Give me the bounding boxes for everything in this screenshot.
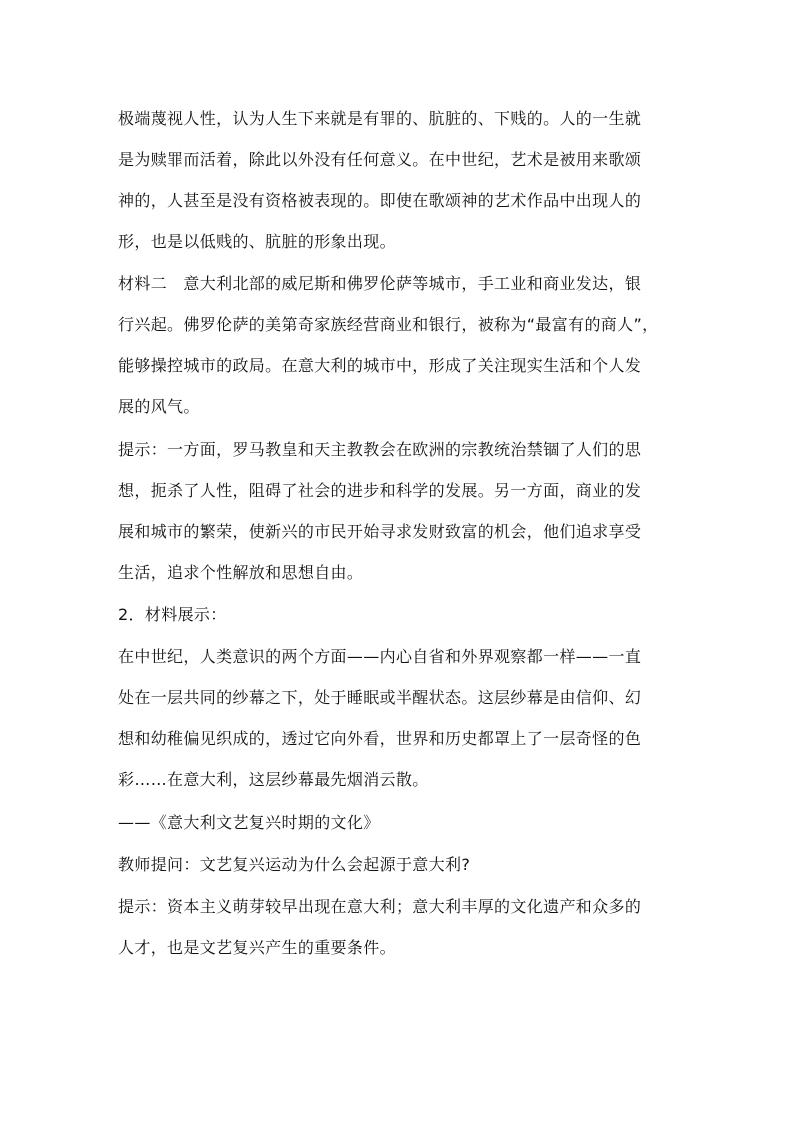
material-2-line: 行兴起。佛罗伦萨的美第奇家族经营商业和银行，被称为“最富有的商人”， [118,315,659,334]
paragraph-1-line: 是为赎罪而活着，除此以外没有任何意义。在中世纪，艺术是被用来歌颂 [118,150,642,169]
quote-line: 在中世纪，人类意识的两个方面——内心自省和外界观察都一样——一直 [118,647,642,666]
quote-line: 处在一层共同的纱幕之下，处于睡眠或半醒状态。这层纱幕是由信仰、幻 [118,688,642,707]
hint-2-line: 人才，也是文艺复兴产生的重要条件。 [118,938,396,957]
quote-source: ——《意大利文艺复兴时期的文化》 [118,813,380,832]
hint-1-line: 展和城市的繁荣，使新兴的市民开始寻求发财致富的机会，他们追求享受 [118,522,642,541]
hint-1-line: 想，扼杀了人性，阻碍了社会的进步和科学的发展。另一方面，商业的发 [118,481,642,500]
hint-1-line: 生活，追求个性解放和思想自由。 [118,563,364,582]
section-heading: 2．材料展示： [118,605,227,624]
material-2-line: 材料二 意大利北部的威尼斯和佛罗伦萨等城市，手工业和商业发达，银 [118,274,642,293]
material-2-line: 能够操控城市的政局。在意大利的城市中，形成了关注现实生活和个人发 [118,356,642,375]
quote-line: 彩……在意大利，这层纱幕最先烟消云散。 [118,770,429,789]
quote-line: 想和幼稚偏见织成的，透过它向外看，世界和历史都罩上了一层奇怪的色 [118,729,642,748]
material-2-line: 展的风气。 [118,397,200,416]
paragraph-1-line: 形，也是以低贱的、肮脏的形象出现。 [118,232,396,251]
hint-2-line: 提示：资本主义萌芽较早出现在意大利；意大利丰厚的文化遗产和众多的 [118,897,642,916]
paragraph-1-line: 极端蔑视人性，认为人生下来就是有罪的、肮脏的、下贱的。人的一生就 [118,109,642,128]
teacher-question: 教师提问：文艺复兴运动为什么会起源于意大利? [118,855,471,874]
hint-1-line: 提示：一方面，罗马教皇和天主教教会在欧洲的宗教统治禁锢了人们的思 [118,440,642,459]
paragraph-1-line: 神的，人甚至是没有资格被表现的。即使在歌颂神的艺术作品中出现人的 [118,191,642,210]
